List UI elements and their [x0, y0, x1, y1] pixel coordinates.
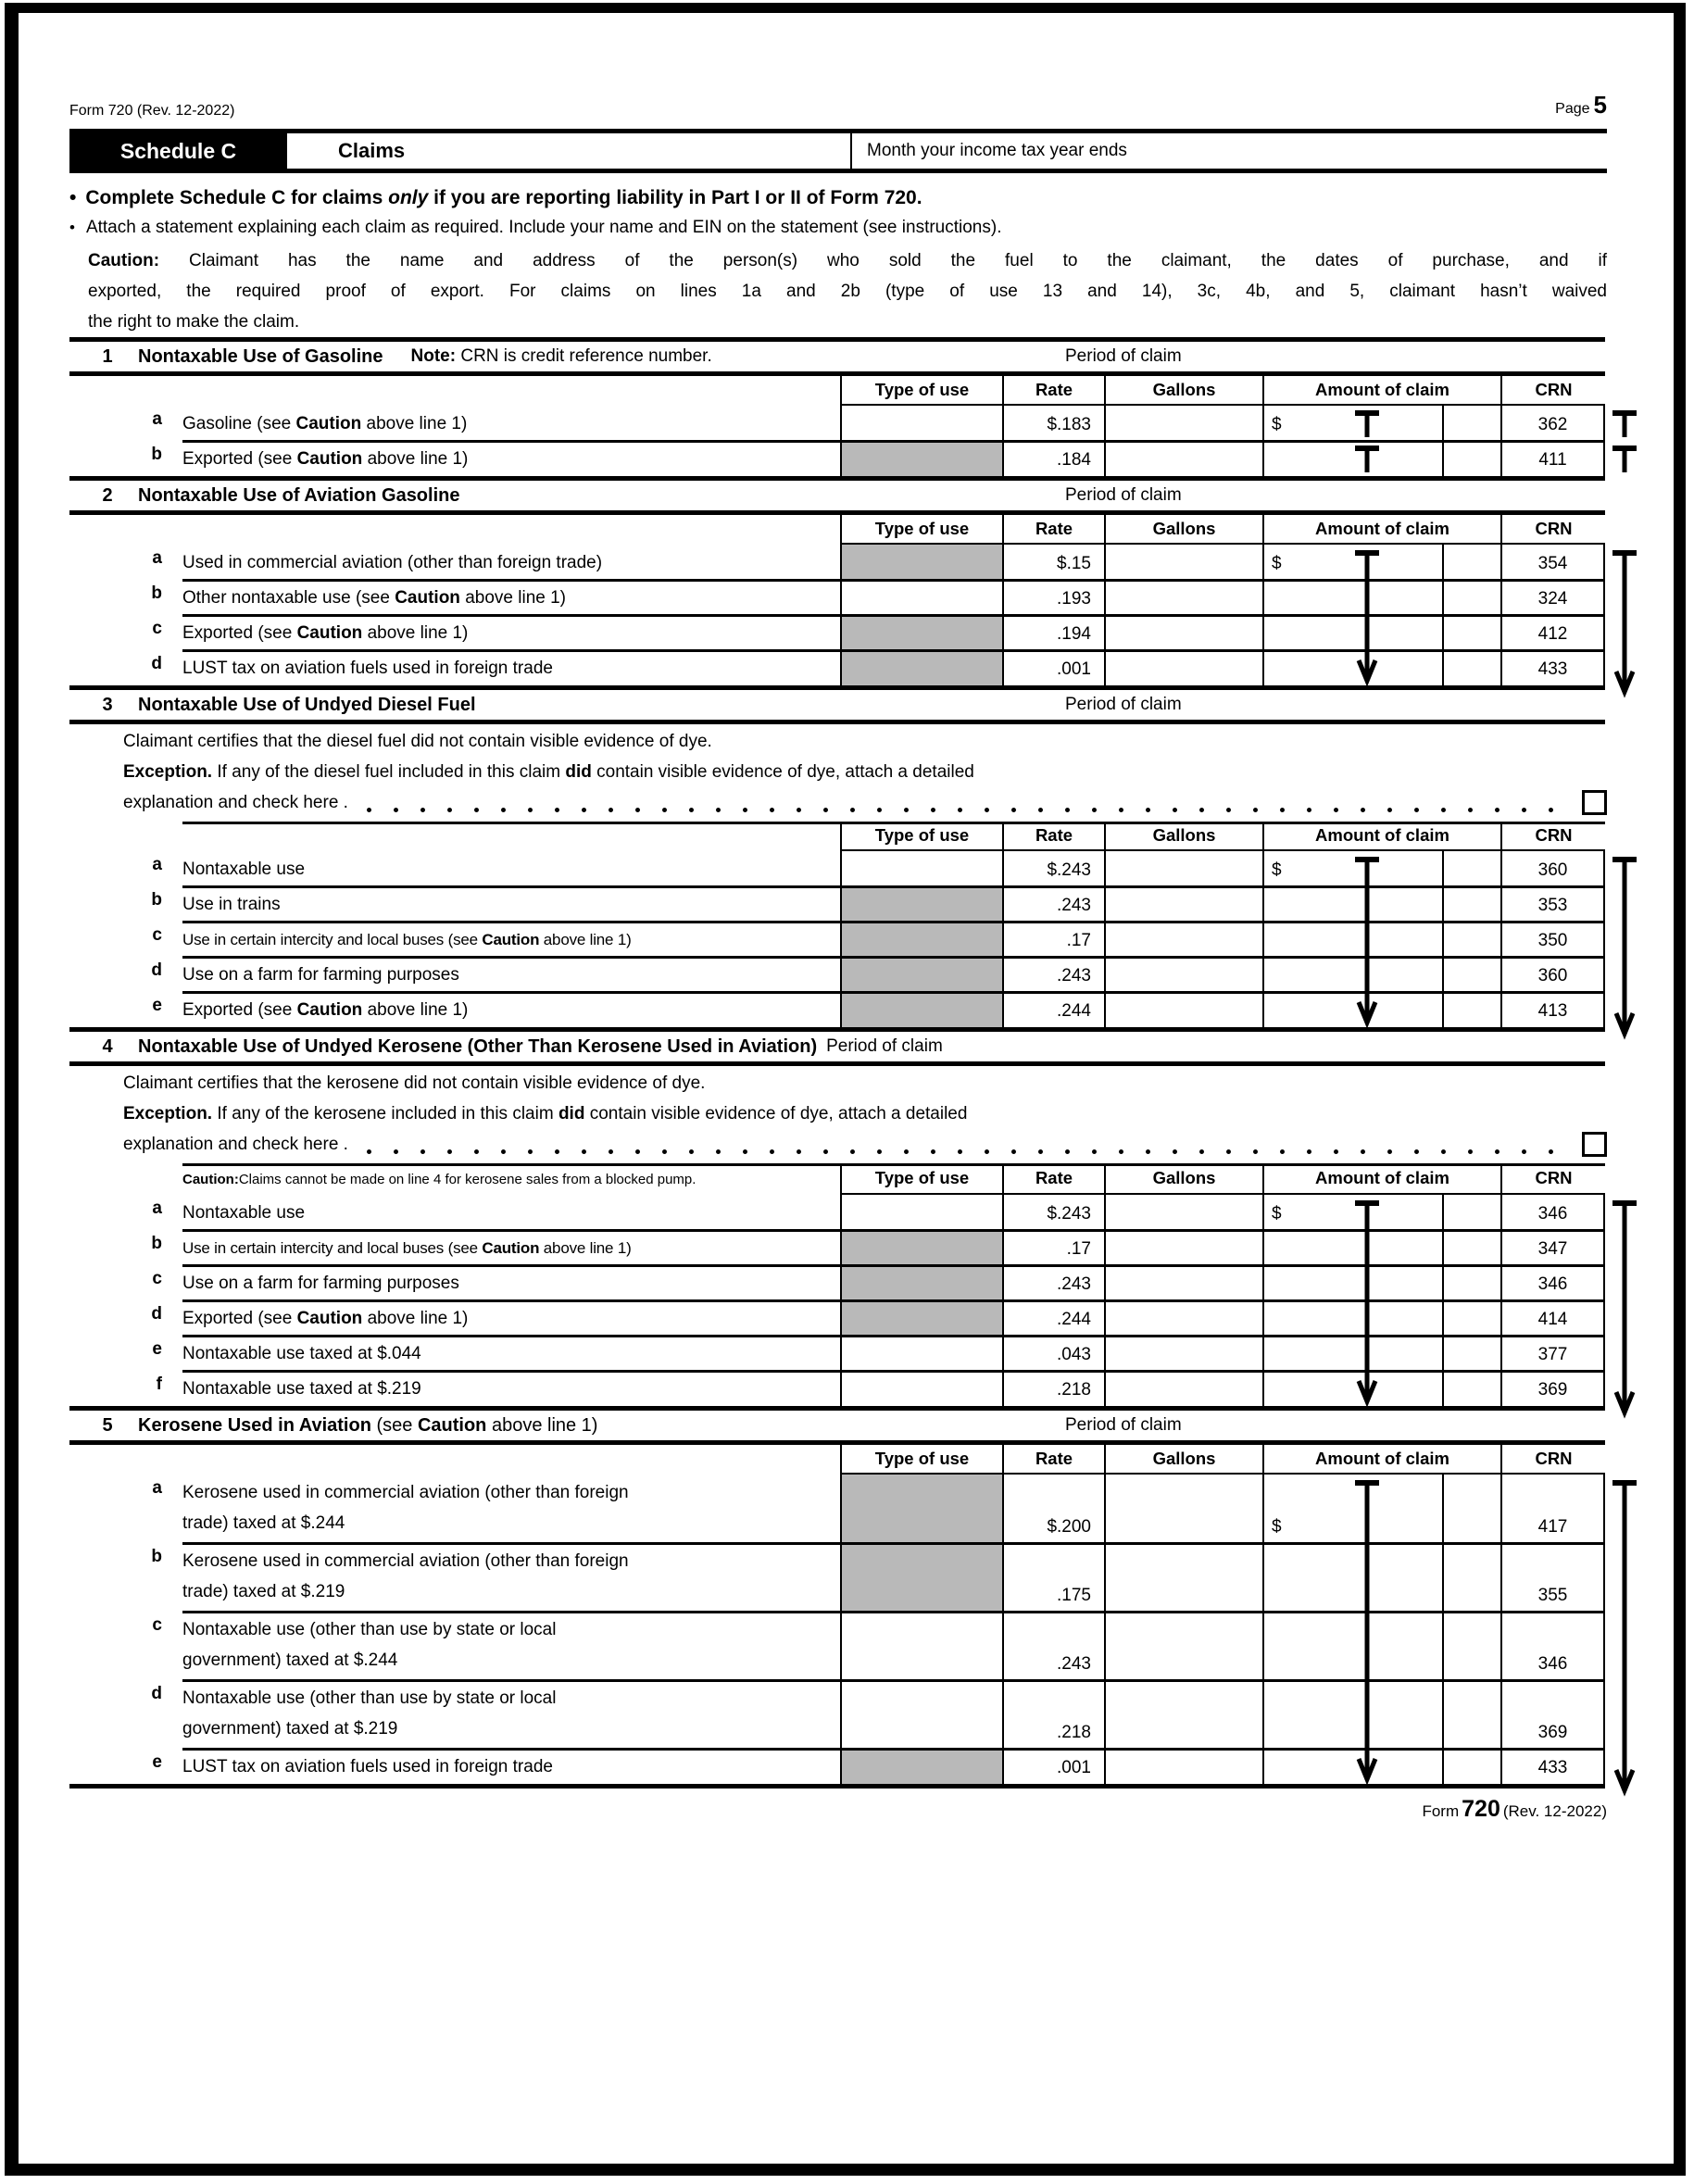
kerosene-dye-certification	[69, 1068, 1607, 1160]
combine-arrow-icon	[1351, 1163, 1383, 1423]
schedule-title: Claims	[338, 139, 406, 162]
gallons-cell[interactable]	[1104, 1749, 1262, 1784]
crn-value: 414	[1500, 1300, 1605, 1336]
footer-form-number: 720	[1462, 1796, 1500, 1822]
certification-line-2: Exception. If any of the diesel fuel included in this claim did contain visible evidence of dye, attach a detailed	[123, 762, 974, 782]
crn-value: 346	[1500, 1612, 1605, 1680]
rate-value: .17	[1002, 1230, 1104, 1265]
rate-value: .17	[1002, 922, 1104, 957]
amount-cents-cell[interactable]	[1444, 580, 1500, 615]
amount-cents-cell[interactable]	[1444, 1543, 1500, 1612]
row-description: Exported (see Caution above line 1)	[182, 1000, 469, 1020]
gallons-cell[interactable]	[1104, 1543, 1262, 1612]
rate-value: $.243	[1002, 1195, 1104, 1230]
schedule-c-badge: Schedule C	[69, 133, 287, 169]
page-label: Page	[1555, 101, 1590, 117]
crn-value: 355	[1500, 1543, 1605, 1612]
rate-value: .175	[1002, 1543, 1104, 1612]
amount-cents-cell[interactable]	[1444, 1195, 1500, 1230]
dollar-sign: $	[1272, 415, 1282, 434]
amount-cents-cell[interactable]	[1444, 1300, 1500, 1336]
dotted-leader	[356, 1149, 1569, 1154]
crn-value: 369	[1500, 1371, 1605, 1406]
section-1-header	[69, 342, 1605, 371]
crn-value: 324	[1500, 580, 1605, 615]
period-of-claim-label: Period of claim	[1065, 695, 1182, 714]
instruction-bullet-1	[69, 184, 1607, 212]
row-description: LUST tax on aviation fuels used in foreign trade	[182, 659, 553, 678]
crn-value: 412	[1500, 615, 1605, 650]
row-letter: b	[151, 445, 162, 464]
section-title: Nontaxable Use of Undyed Kerosene (Other Than Kerosene Used in Aviation)	[138, 1036, 818, 1057]
caution-line-3: the right to make the claim.	[88, 312, 300, 332]
row-letter: b	[151, 1234, 162, 1253]
column-header-rate: Rate	[1002, 515, 1104, 545]
dotted-leader	[356, 808, 1569, 812]
row-letter: e	[152, 996, 162, 1015]
row-description: Use in trains	[182, 895, 281, 914]
section-title: Nontaxable Use of Aviation Gasoline	[138, 484, 460, 506]
column-header-crn: CRN	[1500, 822, 1605, 851]
column-header-rate: Rate	[1002, 376, 1104, 406]
gallons-cell[interactable]	[1104, 1680, 1262, 1749]
period-of-claim-label: Period of claim	[1065, 1415, 1182, 1435]
column-header-gallons: Gallons	[1104, 822, 1262, 851]
rate-value: .218	[1002, 1371, 1104, 1406]
crn-value: 417	[1500, 1475, 1605, 1543]
amount-cents-cell[interactable]	[1444, 1336, 1500, 1371]
certification-line-3	[123, 787, 1607, 818]
rate-value: .218	[1002, 1680, 1104, 1749]
amount-cents-cell[interactable]	[1444, 851, 1500, 886]
rate-value: .184	[1002, 441, 1104, 476]
row-description: Exported (see Caution above line 1)	[182, 449, 469, 469]
crn-value: 369	[1500, 1680, 1605, 1749]
footer-form-label: Form	[1422, 1802, 1460, 1820]
row-letter: a	[152, 855, 162, 874]
combine-arrow-icon	[1609, 515, 1640, 702]
combine-arrow-icon	[1609, 822, 1640, 1044]
amount-cents-cell[interactable]	[1444, 1612, 1500, 1680]
row-letter: b	[151, 584, 162, 603]
row-description: Use in certain intercity and local buses (see Caution above line 1)	[182, 931, 632, 948]
row-letter: a	[152, 548, 162, 568]
row-letter: d	[151, 960, 162, 980]
column-header-amount-of-claim: Amount of claim	[1262, 822, 1500, 851]
column-header-amount-of-claim: Amount of claim	[1262, 1445, 1500, 1475]
rate-value: .243	[1002, 957, 1104, 992]
gallons-cell[interactable]	[1104, 615, 1262, 650]
column-header-gallons: Gallons	[1104, 515, 1262, 545]
page-header	[69, 91, 1607, 119]
type-of-use-cell[interactable]	[840, 1680, 1002, 1749]
gallons-cell[interactable]	[1104, 650, 1262, 685]
crn-value: 413	[1500, 992, 1605, 1027]
row-description: Kerosene used in commercial aviation (other than foreign trade) taxed at $.244	[182, 1483, 629, 1533]
row-description: Nontaxable use	[182, 1203, 306, 1223]
gallons-cell[interactable]	[1104, 1265, 1262, 1300]
crn-note: Note: CRN is credit reference number.	[410, 346, 712, 366]
type-of-use-cell[interactable]	[840, 1195, 1002, 1230]
amount-cents-cell[interactable]	[1444, 1371, 1500, 1406]
gallons-cell[interactable]	[1104, 1195, 1262, 1230]
row-description: Exported (see Caution above line 1)	[182, 623, 469, 643]
rate-value: .244	[1002, 992, 1104, 1027]
row-description: Use on a farm for farming purposes	[182, 965, 459, 985]
column-header-crn: CRN	[1500, 376, 1605, 406]
rate-value: .243	[1002, 1612, 1104, 1680]
type-of-use-cell[interactable]	[840, 1612, 1002, 1680]
row-description: Use on a farm for farming purposes	[182, 1274, 459, 1293]
crn-value: 360	[1500, 957, 1605, 992]
gallons-cell[interactable]	[1104, 957, 1262, 992]
certification-line-2: Exception. If any of the kerosene included in this claim did contain visible evidence of dye, attach a detailed	[123, 1104, 968, 1123]
crn-value: 346	[1500, 1195, 1605, 1230]
check-here-label: explanation and check here .	[123, 793, 348, 812]
dollar-sign: $	[1272, 1517, 1282, 1537]
column-header-rate: Rate	[1002, 822, 1104, 851]
row-letter: b	[151, 1547, 162, 1566]
rate-value: .193	[1002, 580, 1104, 615]
row-letter: a	[152, 1478, 162, 1498]
column-header-amount-of-claim: Amount of claim	[1262, 376, 1500, 406]
row-description: Nontaxable use (other than use by state or local government) taxed at $.219	[182, 1688, 557, 1738]
rate-value: .244	[1002, 1300, 1104, 1336]
row-description: Used in commercial aviation (other than foreign trade)	[182, 553, 603, 572]
table-header-spacer	[69, 376, 840, 406]
crn-value: 353	[1500, 886, 1605, 922]
rate-value: $.243	[1002, 851, 1104, 886]
gallons-cell[interactable]	[1104, 1336, 1262, 1371]
dye-exception-checkbox[interactable]	[1582, 790, 1607, 815]
row-letter: e	[152, 1752, 162, 1772]
gallons-cell[interactable]	[1104, 1371, 1262, 1406]
combine-arrow-icon	[1609, 1445, 1640, 1801]
column-header-type-of-use: Type of use	[840, 822, 1002, 851]
crn-value: 377	[1500, 1336, 1605, 1371]
crn-value: 362	[1500, 406, 1605, 441]
table-header-spacer	[69, 1445, 840, 1475]
crn-value: 347	[1500, 1230, 1605, 1265]
section-rule	[69, 1061, 1605, 1066]
combine-arrow-icon	[1351, 515, 1383, 702]
row-description: Exported (see Caution above line 1)	[182, 1309, 469, 1328]
column-header-type-of-use: Type of use	[840, 1445, 1002, 1475]
row-letter: c	[152, 925, 162, 945]
column-header-rate: Rate	[1002, 1445, 1104, 1475]
instruction-bullet-2	[69, 214, 1607, 242]
gallons-cell[interactable]	[1104, 1475, 1262, 1543]
claims-table-5	[69, 1445, 1605, 1789]
row-description: Nontaxable use (other than use by state or local government) taxed at $.244	[182, 1620, 557, 1670]
combine-arrow-icon	[1609, 1163, 1640, 1423]
type-of-use-cell	[840, 957, 1002, 992]
column-header-crn: CRN	[1500, 1163, 1605, 1195]
amount-cents-cell[interactable]	[1444, 1680, 1500, 1749]
row-letter: d	[151, 654, 162, 673]
row-letter: f	[156, 1374, 162, 1394]
type-of-use-cell[interactable]	[840, 580, 1002, 615]
crn-value: 411	[1500, 441, 1605, 476]
row-description: LUST tax on aviation fuels used in foreign trade	[182, 1757, 553, 1776]
row-letter: e	[152, 1339, 162, 1359]
column-header-rate: Rate	[1002, 1163, 1104, 1195]
amount-cents-cell[interactable]	[1444, 1749, 1500, 1784]
type-of-use-cell	[840, 1749, 1002, 1784]
caution-line-2: exported, the required proof of export. For claims on lines 1a and 2b (type of use 13 and 14), 3c, 4b, and 5, claimant hasn’t waived	[88, 282, 1607, 301]
type-of-use-cell	[840, 886, 1002, 922]
claims-table-4	[69, 1163, 1605, 1411]
section-number: 5	[102, 1414, 113, 1436]
type-of-use-cell[interactable]	[840, 1371, 1002, 1406]
bullet-icon: •	[69, 187, 77, 208]
type-of-use-cell	[840, 1543, 1002, 1612]
gallons-cell[interactable]	[1104, 406, 1262, 441]
month-tax-year-label: Month your income tax year ends	[867, 141, 1127, 160]
amount-cents-cell[interactable]	[1444, 992, 1500, 1027]
rate-value: .243	[1002, 886, 1104, 922]
month-tax-year-field[interactable]	[850, 133, 1607, 169]
section-rule	[69, 720, 1605, 724]
gallons-cell[interactable]	[1104, 545, 1262, 580]
claims-table-3	[69, 822, 1605, 1032]
rate-value: .001	[1002, 1749, 1104, 1784]
combine-bracket-icon	[1609, 376, 1640, 493]
crn-value: 360	[1500, 851, 1605, 886]
rate-value: .043	[1002, 1336, 1104, 1371]
type-of-use-cell	[840, 922, 1002, 957]
column-header-gallons: Gallons	[1104, 1163, 1262, 1195]
page-number-value: 5	[1593, 91, 1607, 119]
table-header-spacer	[69, 515, 840, 545]
row-letter: b	[151, 890, 162, 910]
amount-cents-cell[interactable]	[1444, 650, 1500, 685]
crn-value: 433	[1500, 1749, 1605, 1784]
row-description: Other nontaxable use (see Caution above line 1)	[182, 588, 566, 608]
combine-arrow-icon	[1351, 822, 1383, 1044]
type-of-use-cell	[840, 1265, 1002, 1300]
crn-value: 350	[1500, 922, 1605, 957]
column-header-type-of-use: Type of use	[840, 376, 1002, 406]
row-letter: c	[152, 1269, 162, 1288]
row-description: Nontaxable use	[182, 860, 306, 879]
row-description: Kerosene used in commercial aviation (other than foreign trade) taxed at $.219	[182, 1551, 629, 1601]
gallons-cell[interactable]	[1104, 992, 1262, 1027]
gallons-cell[interactable]	[1104, 922, 1262, 957]
diesel-dye-certification	[69, 726, 1607, 818]
period-of-claim-label: Period of claim	[1065, 346, 1182, 366]
column-header-crn: CRN	[1500, 1445, 1605, 1475]
certification-line-1: Claimant certifies that the kerosene did not contain visible evidence of dye.	[123, 1073, 706, 1093]
crn-value: 346	[1500, 1265, 1605, 1300]
crn-value: 354	[1500, 545, 1605, 580]
type-of-use-cell[interactable]	[840, 1336, 1002, 1371]
type-of-use-cell	[840, 615, 1002, 650]
claims-table-1	[69, 376, 1605, 481]
row-description: Gasoline (see Caution above line 1)	[182, 414, 468, 433]
type-of-use-cell	[840, 545, 1002, 580]
row-description: Use in certain intercity and local buses (see Caution above line 1)	[182, 1239, 632, 1257]
row-letter: c	[152, 619, 162, 638]
type-of-use-cell	[840, 650, 1002, 685]
period-of-claim-label: Period of claim	[1065, 485, 1182, 505]
row-description: Nontaxable use taxed at $.219	[182, 1379, 421, 1399]
section-title: Kerosene Used in Aviation (see Caution above line 1)	[138, 1414, 598, 1436]
column-header-type-of-use: Type of use	[840, 515, 1002, 545]
section-title: Nontaxable Use of Gasoline	[138, 345, 383, 367]
rate-value: $.15	[1002, 545, 1104, 580]
section-number: 1	[102, 345, 113, 367]
type-of-use-cell	[840, 1475, 1002, 1543]
type-of-use-cell[interactable]	[840, 406, 1002, 441]
dollar-sign: $	[1272, 554, 1282, 573]
caution-line-1: Caution: Claimant has the name and address of the person(s) who sold the fuel to the claimant, the dates of purchase, and if	[88, 251, 1607, 270]
instruction-bullet-2-text: Attach a statement explaining each claim as required. Include your name and EIN on the statement (see instructions).	[85, 218, 1002, 237]
column-header-crn: CRN	[1500, 515, 1605, 545]
row-letter: a	[152, 409, 162, 429]
claims-table-2	[69, 515, 1605, 690]
row-letter: a	[152, 1199, 162, 1218]
check-here-label: explanation and check here .	[123, 1135, 348, 1154]
column-header-gallons: Gallons	[1104, 1445, 1262, 1475]
certification-line-1: Claimant certifies that the diesel fuel did not contain visible evidence of dye.	[123, 732, 712, 751]
rate-value: .194	[1002, 615, 1104, 650]
instruction-bullet-1-text: Complete Schedule C for claims only if you are reporting liability in Part I or II of Form 720.	[85, 187, 922, 208]
type-of-use-cell	[840, 441, 1002, 476]
bullet-icon: •	[69, 219, 75, 236]
combine-bracket-icon	[1351, 376, 1383, 493]
row-letter: d	[151, 1684, 162, 1703]
dollar-sign: $	[1272, 1204, 1282, 1224]
amount-cents-cell[interactable]	[1444, 922, 1500, 957]
rate-value: $.183	[1002, 406, 1104, 441]
type-of-use-cell	[840, 1230, 1002, 1265]
row-letter: d	[151, 1304, 162, 1324]
column-header-gallons: Gallons	[1104, 376, 1262, 406]
gallons-cell[interactable]	[1104, 1612, 1262, 1680]
type-of-use-cell	[840, 992, 1002, 1027]
column-header-type-of-use: Type of use	[840, 1163, 1002, 1195]
table-header-spacer	[69, 822, 840, 851]
section-number: 4	[102, 1036, 113, 1057]
column-header-amount-of-claim: Amount of claim	[1262, 1163, 1500, 1195]
amount-cents-cell[interactable]	[1444, 1230, 1500, 1265]
combine-arrow-icon	[1351, 1445, 1383, 1801]
type-of-use-cell[interactable]	[840, 851, 1002, 886]
row-description: Nontaxable use taxed at $.044	[182, 1344, 421, 1363]
column-header-amount-of-claim: Amount of claim	[1262, 515, 1500, 545]
row-letter: c	[152, 1615, 162, 1635]
caution-paragraph	[69, 245, 1607, 337]
gallons-cell[interactable]	[1104, 1230, 1262, 1265]
section-number: 2	[102, 484, 113, 506]
certification-line-3	[123, 1129, 1607, 1160]
amount-cents-cell[interactable]	[1444, 957, 1500, 992]
section-number: 3	[102, 694, 113, 715]
period-of-claim-label: Period of claim	[826, 1036, 943, 1056]
schedule-bar	[69, 129, 1607, 173]
rate-value: .001	[1002, 650, 1104, 685]
gallons-cell[interactable]	[1104, 580, 1262, 615]
amount-cents-cell[interactable]	[1444, 886, 1500, 922]
gallons-cell[interactable]	[1104, 441, 1262, 476]
amount-cents-cell[interactable]	[1444, 545, 1500, 580]
amount-cents-cell[interactable]	[1444, 441, 1500, 476]
rate-value: $.200	[1002, 1475, 1104, 1543]
section-title: Nontaxable Use of Undyed Diesel Fuel	[138, 694, 476, 715]
line4-blocked-pump-caution: Caution: Claims cannot be made on line 4 for kerosene sales from a blocked pump.	[182, 1171, 696, 1187]
crn-value: 433	[1500, 650, 1605, 685]
amount-cents-cell[interactable]	[1444, 406, 1500, 441]
gallons-cell[interactable]	[1104, 886, 1262, 922]
amount-cents-cell[interactable]	[1444, 1265, 1500, 1300]
rate-value: .243	[1002, 1265, 1104, 1300]
type-of-use-cell	[840, 1300, 1002, 1336]
gallons-cell[interactable]	[1104, 1300, 1262, 1336]
page-number	[1555, 91, 1607, 119]
dye-exception-checkbox[interactable]	[1582, 1132, 1607, 1157]
amount-cents-cell[interactable]	[1444, 1475, 1500, 1543]
footer-revision: (Rev. 12-2022)	[1502, 1802, 1607, 1820]
amount-cents-cell[interactable]	[1444, 615, 1500, 650]
gallons-cell[interactable]	[1104, 851, 1262, 886]
form-revision-label: Form 720 (Rev. 12-2022)	[69, 103, 235, 119]
dollar-sign: $	[1272, 860, 1282, 880]
